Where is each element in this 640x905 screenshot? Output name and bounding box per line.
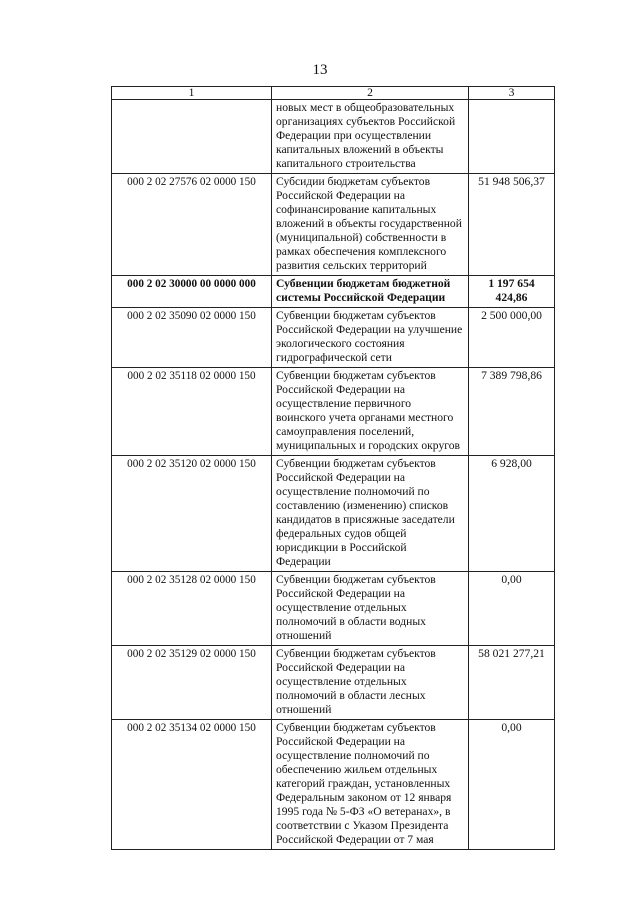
income-name-line: отношений [276, 703, 332, 716]
income-name-line: Российской Федерации на [276, 587, 406, 600]
income-name-line: Российской Федерации на улучшение [276, 323, 463, 336]
income-name-line: (муниципальной) собственности в [276, 231, 447, 244]
table-row [112, 276, 555, 308]
income-name-line: Российской Федерации на [276, 661, 406, 674]
income-name-line: Российской Федерации на [276, 383, 406, 396]
page-number: 13 [312, 62, 328, 78]
column-header-amount: 3 [469, 87, 555, 100]
income-name-line: кандидатов в присяжные заседатели [276, 513, 455, 526]
income-name-cell [272, 646, 469, 720]
amount-cell: 2 500 000,00 [469, 308, 555, 368]
table-row [112, 572, 555, 646]
income-name-line: организациях субъектов Российской [276, 115, 456, 128]
amount-cell [469, 100, 555, 174]
income-name-cell [272, 100, 469, 174]
budget-code-cell: 000 2 02 35120 02 0000 150 [112, 456, 272, 572]
income-name-line: осуществление полномочий по [276, 485, 430, 498]
income-name-line: системы Российской Федерации [276, 291, 446, 304]
table-row [112, 100, 555, 174]
income-name-line: Российской Федерации от 7 мая [276, 833, 434, 846]
budget-code-cell [112, 100, 272, 174]
income-name-line: Федеральным законом от 12 января [276, 791, 452, 804]
budget-code-cell: 000 2 02 30000 00 0000 000 [112, 276, 272, 308]
column-header-name: 2 [272, 87, 469, 100]
income-name-line: Российской Федерации на [276, 189, 406, 202]
budget-code-cell: 000 2 02 35134 02 0000 150 [112, 720, 272, 850]
income-name-cell [272, 308, 469, 368]
income-name-line: новых мест в общеобразовательных [276, 101, 455, 114]
income-name-line: Субвенции бюджетам субъектов [276, 369, 436, 382]
amount-cell: 0,00 [469, 720, 555, 850]
income-name-line: воинского учета органами местного [276, 411, 454, 424]
income-name-line: Российской Федерации на [276, 471, 406, 484]
budget-code-cell: 000 2 02 35129 02 0000 150 [112, 646, 272, 720]
income-name-cell [272, 456, 469, 572]
budget-code-cell: 000 2 02 35128 02 0000 150 [112, 572, 272, 646]
income-name-line: осуществление первичного [276, 397, 412, 410]
income-name-line: категорий граждан, установленных [276, 777, 451, 790]
income-name-line: вложений в объекты государственной [276, 217, 462, 230]
income-name-line: отношений [276, 629, 332, 642]
income-name-line: развития сельских территорий [276, 259, 427, 272]
income-name-cell [272, 720, 469, 850]
income-name-line: полномочий в области лесных [276, 689, 426, 702]
budget-code-cell: 000 2 02 35090 02 0000 150 [112, 308, 272, 368]
income-name-line: осуществление отдельных [276, 601, 407, 614]
income-name-cell [272, 276, 469, 308]
income-name-line: рамках обеспечения комплексного [276, 245, 447, 258]
income-name-cell [272, 174, 469, 276]
income-name-line: Российской Федерации на [276, 735, 406, 748]
table-row [112, 368, 555, 456]
income-name-line: софинансирование капитальных [276, 203, 437, 216]
income-name-line: осуществление отдельных [276, 675, 407, 688]
amount-cell: 6 928,00 [469, 456, 555, 572]
income-name-line: экологического состояния [276, 337, 405, 350]
income-name-line: капитальных вложений в объекты [276, 143, 444, 156]
table-row [112, 308, 555, 368]
income-name-line: муниципальных и городских округов [276, 439, 460, 452]
income-name-cell [272, 572, 469, 646]
table-row [112, 720, 555, 850]
income-name-line: капитального строительства [276, 157, 416, 170]
income-name-cell [272, 368, 469, 456]
income-name-line: Субвенции бюджетам субъектов [276, 721, 436, 734]
amount-cell: 51 948 506,37 [469, 174, 555, 276]
income-name-line: Субвенции бюджетам бюджетной [276, 277, 451, 290]
table-row [112, 646, 555, 720]
amount-cell: 0,00 [469, 572, 555, 646]
income-name-line: 1995 года № 5-ФЗ «О ветеранах», в [276, 805, 451, 818]
income-name-line: Федерации при осуществлении [276, 129, 432, 142]
income-name-line: составлению (изменению) списков [276, 499, 449, 512]
income-name-line: соответствии с Указом Президента [276, 819, 449, 832]
income-name-line: самоуправления поселений, [276, 425, 415, 438]
income-name-line: Субсидии бюджетам субъектов [276, 175, 431, 188]
header-row [112, 87, 555, 100]
amount-cell: 7 389 798,86 [469, 368, 555, 456]
budget-table [111, 86, 555, 850]
income-name-line: Субвенции бюджетам субъектов [276, 573, 436, 586]
income-name-line: осуществление полномочий по [276, 749, 430, 762]
income-name-line: гидрографической сети [276, 351, 392, 364]
table-row [112, 456, 555, 572]
income-name-line: федеральных судов общей [276, 527, 407, 540]
amount-cell: 1 197 654 424,86 [469, 276, 555, 308]
income-name-line: Субвенции бюджетам субъектов [276, 647, 436, 660]
income-name-line: обеспечению жильем отдельных [276, 763, 438, 776]
income-name-line: Федерации [276, 555, 331, 568]
table-row [112, 174, 555, 276]
column-header-code: 1 [112, 87, 272, 100]
amount-cell: 58 021 277,21 [469, 646, 555, 720]
income-name-line: полномочий в области водных [276, 615, 426, 628]
budget-code-cell: 000 2 02 27576 02 0000 150 [112, 174, 272, 276]
income-name-line: Субвенции бюджетам субъектов [276, 309, 436, 322]
income-name-line: юрисдикции в Российской [276, 541, 407, 554]
income-name-line: Субвенции бюджетам субъектов [276, 457, 436, 470]
budget-code-cell: 000 2 02 35118 02 0000 150 [112, 368, 272, 456]
